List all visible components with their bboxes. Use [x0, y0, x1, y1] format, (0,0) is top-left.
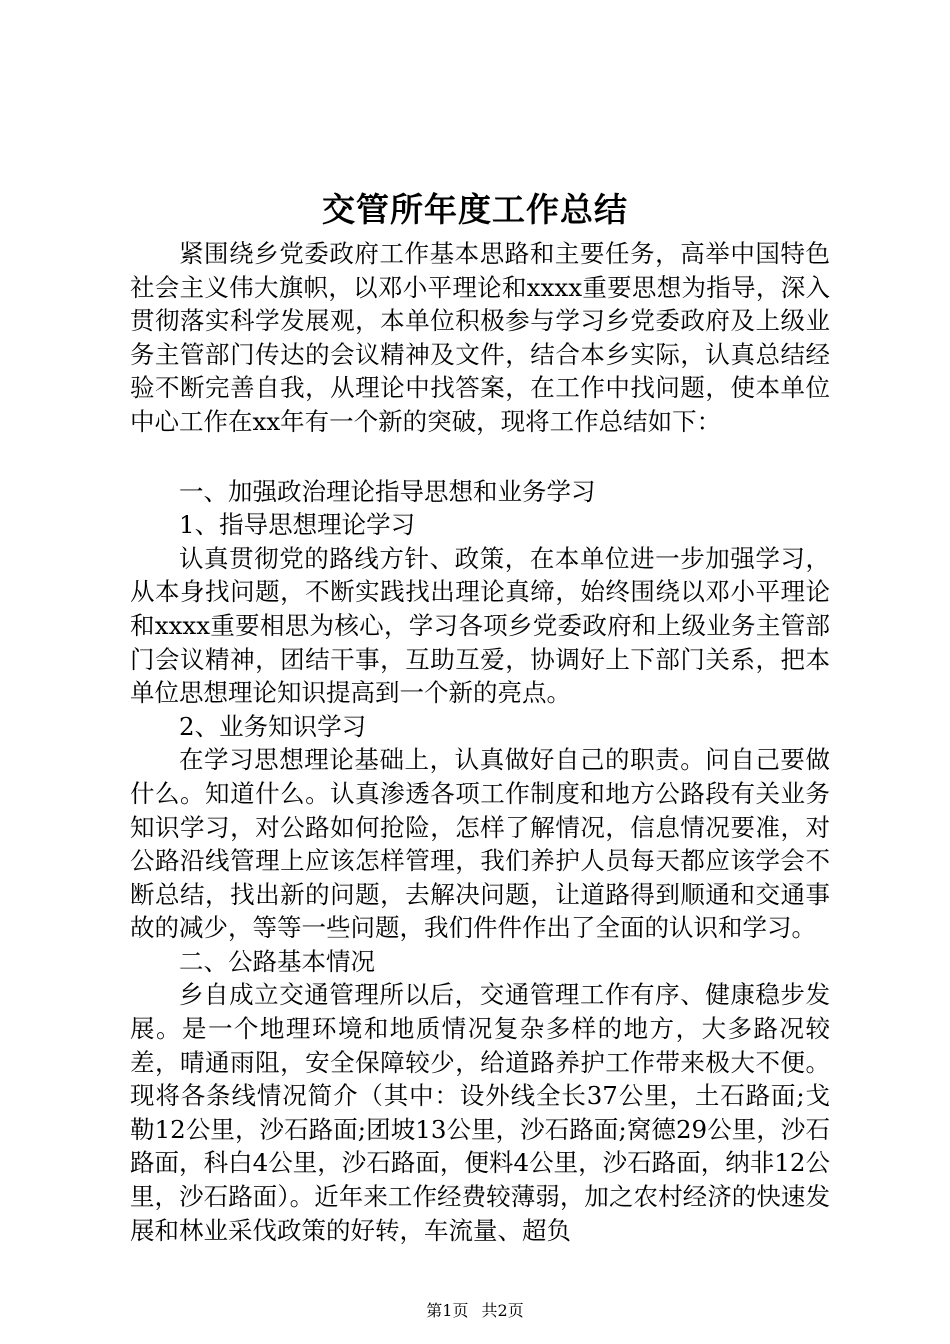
section1-heading: 一、加强政治理论指导思想和业务学习: [179, 476, 596, 506]
sub1-heading: 1、指导思想理论学习: [179, 510, 416, 540]
sub1-paragraph: 认真贯彻党的路线方针、政策，在本单位进一步加强学习，从本身找问题，不断实践找出理论真缔，始终围绕以邓小平理论和xxxx重要相思为核心，学习各项乡党委政府和上级业务主管部门会议精神，团结干事，互助互爱，协调好上下部门关系，把本单位思想理论知识提高到一个新的亮点。: [130, 543, 830, 708]
paragraph-spacer: [130, 439, 830, 475]
sub2-heading: 2、业务知识学习: [179, 711, 367, 741]
sub2-paragraph: 在学习思想理论基础上，认真做好自己的职责。问自己要做什么。知道什么。认真渗透各项工作制度和地方公路段有关业务知识学习，对公路如何抢险，怎样了解情况，信息情况要准，对公路沿线管理上应该怎样管理，我们养护人员每天都应该学会不断总结，找出新的问题，去解决问题，让道路得到顺通和交通事故的减少，等等一些问题，我们件件作出了全面的认识和学习。: [130, 745, 830, 943]
section2-heading: 二、公路基本情况: [179, 946, 375, 976]
page-total: 共2页: [481, 1301, 524, 1320]
page-number: 第1页: [426, 1301, 469, 1320]
section2-paragraph: 乡自成立交通管理所以后，交通管理工作有序、健康稳步发展。是一个地理环境和地质情况复杂多样的地方，大多路况较差，晴通雨阻，安全保障较少，给道路养护工作带来极大不便。现将各条线情况简介（其中：设外线全长37公里，土石路面;戈勒12公里，沙石路面;团坡13公里，沙石路面;窝德29公里，沙石路面，科白4公里，沙石路面，便料4公里，沙石路面，纳非12公里，沙石路面）。近年来工作经费较薄弱，加之农村经济的快速发展和林业采伐政策的好转，车流量、超负: [130, 980, 830, 1245]
document-title: 交管所年度工作总结: [322, 190, 628, 229]
page-footer: [0, 1300, 950, 1322]
intro-paragraph: 紧围绕乡党委政府工作基本思路和主要任务，高举中国特色社会主义伟大旗帜，以邓小平理论和xxxx重要思想为指导，深入贯彻落实科学发展观，本单位积极参与学习乡党委政府及上级业务主管部门传达的会议精神及文件，结合本乡实际，认真总结经验不断完善自我，从理论中找答案，在工作中找问题，使本单位中心工作在xx年有一个新的突破，现将工作总结如下：: [130, 239, 830, 436]
document-body: [130, 237, 830, 1247]
